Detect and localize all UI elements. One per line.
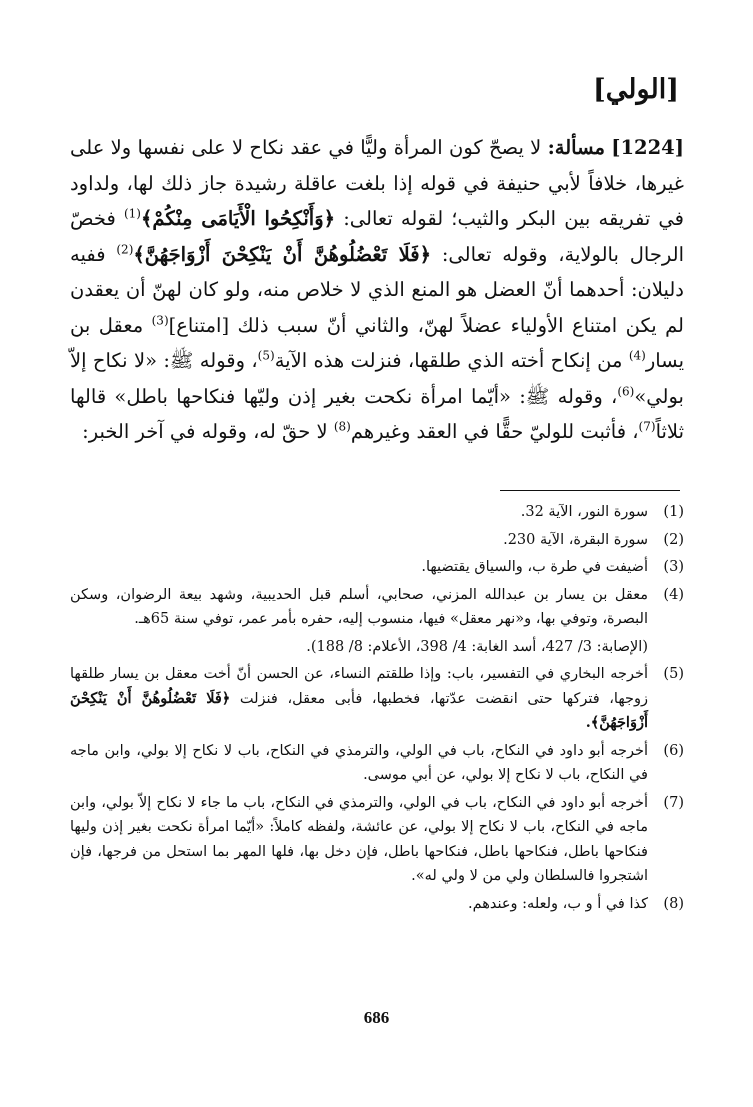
footnote <box>70 791 684 889</box>
text-segment: فخصّ الرجال بالولاية، وقوله تعالى: <box>70 207 685 266</box>
text-segment: من إنكاح أخته الذي طلقها، فنزلت هذه الآية <box>274 349 623 372</box>
footnote-number: (2) <box>663 531 684 548</box>
footnote-ref: (7) <box>638 419 656 434</box>
footnote-text: أخرجه أبو داود في النكاح، باب في الولي، والترمذي في النكاح، باب ما جاء لا نكاح إلاّ بولي، وابن ماجه في النكاح، باب لا نكاح إلا بولي، عن عائشة، ولفظه كاملاً: «أيّما امرأة نكحت بغير إذن وليها فنكاحها باطل، فنكاحها باطل، فنكاحها باطل، فإن دخل بها، فلها المهر بما استحل من فرجها، فإن اشتجروا فالسلطان ولي من لا ولي له». <box>70 794 648 884</box>
footnote-text: أخرجه أبو داود في النكاح، باب في الولي، والترمذي في النكاح، باب لا نكاح إلا بولي، وابن ماجه في النكاح، باب لا نكاح إلا بولي، عن أبي موسى. <box>70 742 648 783</box>
footnote <box>70 583 684 632</box>
footnotes-list <box>70 500 684 919</box>
footnote-reference <box>70 635 684 660</box>
masala-label: مسألة: <box>547 136 605 159</box>
footnote-text: سورة النور، الآية 32. <box>520 504 648 520</box>
footnote-ref: (5) <box>257 348 275 363</box>
section-heading: [الولي] <box>593 74 679 105</box>
footnote-number: (4) <box>663 586 684 603</box>
text-segment: ، وقوله ﷺ: «أيّما امرأة نكحت بغير إذن وليّها فنكاحها باطل» قالها ثلاثاً <box>70 384 684 443</box>
footnote-separator <box>500 490 680 491</box>
footnote-ref: (2) <box>116 242 134 256</box>
quran-verse: ﴿فَلَا تَعْضُلُوهُنَّ أَنْ يَنْكِحْنَ أَزْوَاجَهُنَّ﴾. <box>70 689 648 731</box>
text-segment: ففيه دليلان: أحدهما أنّ العضل هو المنع الذي لا خلاص منه، ولو كان لهنّ أن يعقدن لم يكن امتناع الأولياء عضلاً لهنّ، والثاني أنّ سبب ذلك [امتناع] <box>70 242 684 337</box>
footnote <box>70 500 684 525</box>
footnote-number: (5) <box>663 666 684 682</box>
footnote-ref: (8) <box>333 419 351 434</box>
masala-number: [1224] <box>611 136 684 159</box>
footnote-text: أضيفت في طرة ب، والسياق يقتضيها. <box>421 559 648 575</box>
footnote-ref: (4) <box>628 348 646 363</box>
quran-verse: ﴿فَلَا تَعْضُلُوهُنَّ أَنْ يَنْكِحْنَ أَزْوَاجَهُنَّ﴾ <box>133 242 432 266</box>
text-segment: ، وقوله ﷺ: «لا نكاح إلاّ بولي» <box>70 349 684 408</box>
footnote-number: (8) <box>663 895 684 912</box>
footnote-number: (3) <box>663 559 684 575</box>
text-segment: لا يصحّ كون المرأة وليًّا في عقد نكاح لا على نفسها ولا على غيرها، خلافاً لأبي حنيفة في قوله إذا بلغت عاقلة رشيدة جاز ذلك لها، ولداود في تفريقه بين البكر والثيب؛ لقوله تعالى: <box>70 136 684 230</box>
footnote <box>70 662 684 736</box>
footnote-ref: (1) <box>123 206 141 221</box>
footnote-number: (6) <box>663 742 684 759</box>
footnote <box>70 892 684 917</box>
text-segment: ، فأثبت للوليّ حقًّا في العقد وغيرهم <box>350 420 639 443</box>
footnote-ref: (3) <box>151 313 169 327</box>
footnote-text-wrapper <box>70 662 648 736</box>
page-number: 686 <box>363 1008 390 1027</box>
footnote <box>70 555 684 580</box>
footnote-number <box>648 635 684 660</box>
footnote-text: (الإصابة: 3/ 427، أسد الغابة: 4/ 398، الأعلام: 8/ 188). <box>306 638 648 655</box>
footnote <box>70 739 684 788</box>
footnote-number: (1) <box>663 504 684 520</box>
footnote-text: معقل بن يسار بن عبدالله المزني، صحابي، أسلم قبل الحديبية، وشهد بيعة الرضوان، وسكن البصرة، وتوفي بها، و«نهر معقل» فيها، منسوب إليه، حفره بأمر عمر، توفي سنة 65هـ. <box>70 586 648 627</box>
footnote-text: كذا في أ و ب، ولعله: وعندهم. <box>468 895 648 912</box>
footnote-ref: (6) <box>617 384 635 398</box>
text-segment: معقل بن يسار <box>70 313 685 372</box>
masala-paragraph <box>70 130 684 450</box>
footnote-text: أخرجه البخاري في التفسير، باب: وإذا طلقتم النساء، عن الحسن أنّ أخت معقل بن يسار طلقها زوجها، فتركها حتى انقضت عدّتها، فخطبها، فأبى معقل، فنزلت <box>70 666 649 707</box>
quran-verse: ﴿وَأَنْكِحُوا الْأَيَامَى مِنْكُمْ﴾ <box>140 207 336 230</box>
footnote-number: (7) <box>663 794 684 811</box>
text-segment: لا حقّ له، وقوله في آخر الخبر: <box>82 420 328 443</box>
footnote-text: سورة البقرة، الآية 230. <box>503 531 648 548</box>
footnote <box>70 528 684 553</box>
